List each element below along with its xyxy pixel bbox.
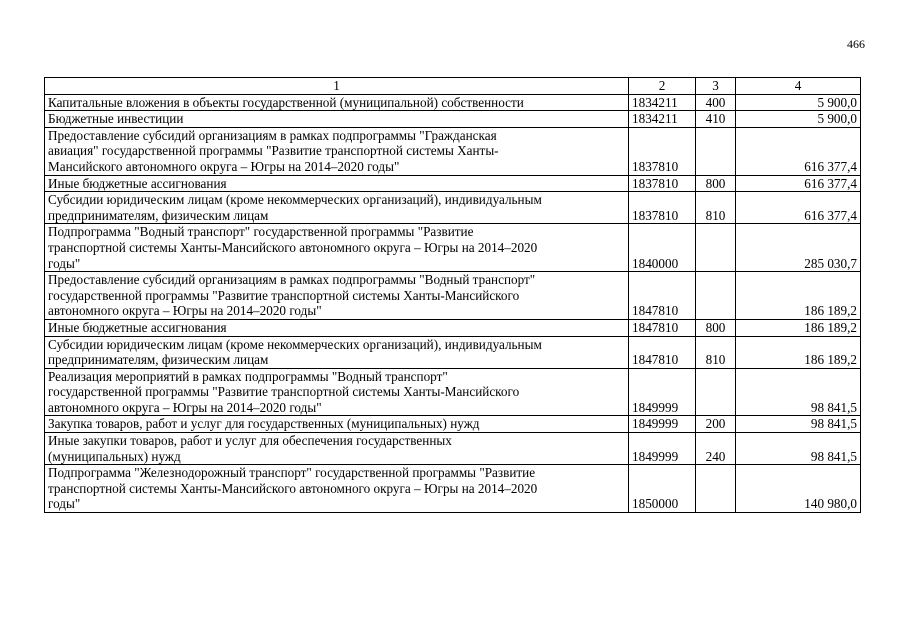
budget-table (44, 77, 861, 513)
row-amount-cell: 5 900,0 (736, 94, 861, 111)
table-row (45, 111, 861, 128)
row-expense-type-cell (696, 224, 736, 272)
row-target-code-cell: 1834211 (629, 94, 696, 111)
table-row (45, 319, 861, 336)
header-col-4: 4 (736, 78, 861, 95)
row-expense-type-cell: 240 (696, 433, 736, 465)
row-target-code-cell: 1837810 (629, 192, 696, 224)
row-expense-type-cell (696, 127, 736, 175)
table-row (45, 368, 861, 416)
table-body (45, 94, 861, 512)
row-amount-cell: 98 841,5 (736, 433, 861, 465)
table-row (45, 175, 861, 192)
row-name-cell: Предоставление субсидий организациям в рамках подпрограммы "Гражданская авиация" государственной программы "Развитие транспортной системы Ханты- Мансийского автономного округа – Югры на 2014–2020 годы" (45, 127, 629, 175)
table-row (45, 433, 861, 465)
row-amount-cell: 285 030,7 (736, 224, 861, 272)
row-amount-cell: 186 189,2 (736, 272, 861, 320)
row-expense-type-cell: 800 (696, 319, 736, 336)
row-name-cell: Иные закупки товаров, работ и услуг для обеспечения государственных (муниципальных) нужд (45, 433, 629, 465)
row-expense-type-cell (696, 272, 736, 320)
row-expense-type-cell: 400 (696, 94, 736, 111)
row-target-code-cell: 1849999 (629, 416, 696, 433)
table-row (45, 127, 861, 175)
row-expense-type-cell: 410 (696, 111, 736, 128)
row-name-cell: Закупка товаров, работ и услуг для государственных (муниципальных) нужд (45, 416, 629, 433)
row-expense-type-cell: 800 (696, 175, 736, 192)
row-name-cell: Бюджетные инвестиции (45, 111, 629, 128)
page-number: 466 (847, 37, 865, 51)
row-name-cell: Иные бюджетные ассигнования (45, 175, 629, 192)
row-name-cell: Иные бюджетные ассигнования (45, 319, 629, 336)
row-target-code-cell: 1849999 (629, 368, 696, 416)
row-target-code-cell: 1834211 (629, 111, 696, 128)
row-amount-cell: 140 980,0 (736, 465, 861, 513)
row-target-code-cell: 1850000 (629, 465, 696, 513)
row-amount-cell: 616 377,4 (736, 192, 861, 224)
table-row (45, 272, 861, 320)
row-name-cell: Подпрограмма "Железнодорожный транспорт" государственной программы "Развитие транспортной системы Ханты-Мансийского автономного округа – Югры на 2014–2020 годы" (45, 465, 629, 513)
row-target-code-cell: 1847810 (629, 319, 696, 336)
table-row (45, 465, 861, 513)
table-row (45, 192, 861, 224)
row-amount-cell: 616 377,4 (736, 175, 861, 192)
row-name-cell: Реализация мероприятий в рамках подпрограммы "Водный транспорт" государственной программы "Развитие транспортной системы Ханты-Мансийского автономного округа – Югры на 2014–2020 годы" (45, 368, 629, 416)
header-row (45, 78, 861, 95)
row-amount-cell: 98 841,5 (736, 416, 861, 433)
row-amount-cell: 98 841,5 (736, 368, 861, 416)
row-target-code-cell: 1849999 (629, 433, 696, 465)
table-row (45, 94, 861, 111)
row-name-cell: Капитальные вложения в объекты государственной (муниципальной) собственности (45, 94, 629, 111)
row-expense-type-cell (696, 368, 736, 416)
header-col-2: 2 (629, 78, 696, 95)
row-target-code-cell: 1847810 (629, 272, 696, 320)
row-expense-type-cell (696, 465, 736, 513)
row-name-cell: Подпрограмма "Водный транспорт" государственной программы "Развитие транспортной системы Ханты-Мансийского автономного округа – Югры на 2014–2020 годы" (45, 224, 629, 272)
row-name-cell: Субсидии юридическим лицам (кроме некоммерческих организаций), индивидуальным предпринимателям, физическим лицам (45, 336, 629, 368)
table-row (45, 336, 861, 368)
row-amount-cell: 5 900,0 (736, 111, 861, 128)
header-col-1: 1 (45, 78, 629, 95)
row-target-code-cell: 1847810 (629, 336, 696, 368)
table-row (45, 416, 861, 433)
row-expense-type-cell: 810 (696, 192, 736, 224)
row-target-code-cell: 1837810 (629, 127, 696, 175)
row-amount-cell: 186 189,2 (736, 336, 861, 368)
row-target-code-cell: 1837810 (629, 175, 696, 192)
row-target-code-cell: 1840000 (629, 224, 696, 272)
row-name-cell: Субсидии юридическим лицам (кроме некоммерческих организаций), индивидуальным предпринимателям, физическим лицам (45, 192, 629, 224)
row-amount-cell: 186 189,2 (736, 319, 861, 336)
table-row (45, 224, 861, 272)
header-col-3: 3 (696, 78, 736, 95)
row-expense-type-cell: 810 (696, 336, 736, 368)
row-name-cell: Предоставление субсидий организациям в рамках подпрограммы "Водный транспорт" государственной программы "Развитие транспортной системы Ханты-Мансийского автономного округа – Югры на 2014–2020 годы" (45, 272, 629, 320)
row-amount-cell: 616 377,4 (736, 127, 861, 175)
row-expense-type-cell: 200 (696, 416, 736, 433)
